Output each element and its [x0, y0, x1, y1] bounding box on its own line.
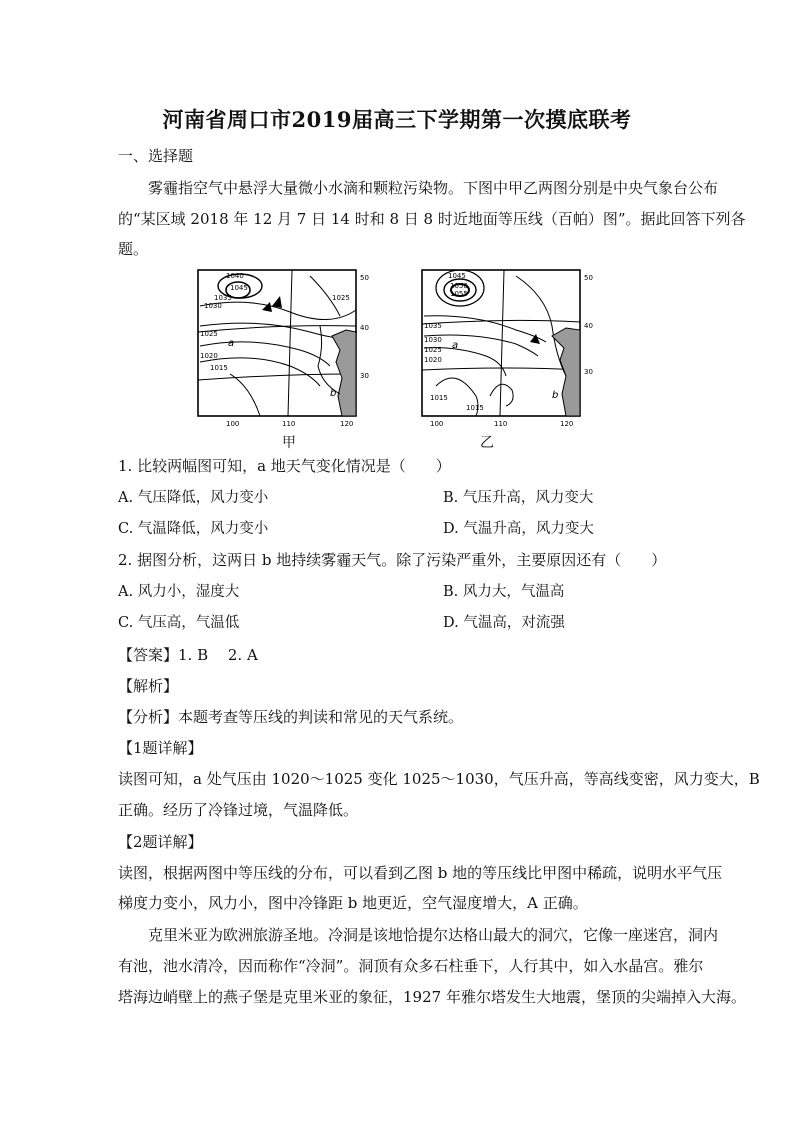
analysis-heading: 【解析】	[118, 677, 179, 695]
detail-2-heading: 【2题详解】	[118, 833, 203, 851]
right-lat-50: 50	[584, 274, 593, 282]
left-label-1035: 1035	[214, 294, 232, 302]
right-label-1045: 1045	[448, 272, 466, 280]
isobar-maps-figure	[190, 266, 610, 452]
q1-option-a: A. 气压降低，风力变小	[118, 490, 269, 506]
fenxi-line: 【分析】本题考查等压线的判读和常见的天气系统。	[118, 708, 464, 726]
q2-option-c: C. 气压高，气温低	[118, 615, 240, 631]
left-lon-120: 120	[340, 420, 354, 426]
right-lon-120: 120	[560, 420, 574, 426]
left-lat-30: 30	[360, 372, 369, 380]
left-lon-100: 100	[226, 420, 240, 426]
right-point-b: b	[552, 390, 559, 401]
right-label-1055: 1055	[450, 290, 468, 298]
right-label-1020: 1020	[424, 356, 442, 364]
q2-option-a: A. 风力小，湿度大	[118, 584, 240, 600]
intro-line-2: 的“某区域 2018 年 12 月 7 日 14 时和 8 日 8 时近地面等压线（百帕）图”。据此回答下列各	[118, 210, 746, 228]
left-point-b: b	[330, 388, 337, 399]
left-label-1020: 1020	[200, 352, 218, 360]
right-label-1030: 1030	[424, 336, 442, 344]
passage-line-3: 塔海边峭壁上的燕子堡是克里米亚的象征，1927 年雅尔塔发生大地震，堡顶的尖端掉入大海。	[118, 988, 746, 1006]
question-2-stem: 2. 据图分析，这两日 b 地持续雾霾天气。除了污染严重外，主要原因还有（ ）	[118, 551, 667, 569]
q1-option-c: C. 气温降低，风力变小	[118, 521, 269, 537]
intro-line-1: 雾霾指空气中悬浮大量微小水滴和颗粒污染物。下图中甲乙两图分别是中央气象台公布	[148, 179, 719, 197]
passage-line-1: 克里米亚为欧洲旅游圣地。冷洞是该地恰提尔达格山最大的洞穴，它像一座迷宫，洞内	[148, 926, 719, 944]
right-point-a: a	[452, 340, 459, 351]
left-point-a: a	[228, 338, 235, 349]
left-label-1025a: 1025	[332, 294, 350, 302]
question-1-stem: 1. 比较两幅图可知，a 地天气变化情况是（ ）	[118, 457, 451, 475]
map-caption-left: 甲	[282, 435, 296, 451]
right-label-1015b: 1015	[466, 404, 484, 412]
left-label-1025b: 1025	[200, 330, 218, 338]
left-lat-40: 40	[360, 324, 369, 332]
detail-1-line-2: 正确。经历了冷锋过境，气温降低。	[118, 801, 359, 819]
left-lat-50: 50	[360, 274, 369, 282]
right-label-1050: 1050	[450, 282, 468, 290]
detail-2-line-2: 梯度力变小，风力小，图中冷锋距 b 地更近，空气湿度增大，A 正确。	[118, 894, 588, 912]
answer-line: 【答案】1. B 2. A	[118, 646, 258, 664]
isobar-map-left	[190, 266, 380, 426]
left-lon-110: 110	[282, 420, 296, 426]
map-caption-right: 乙	[480, 435, 494, 451]
right-label-1015a: 1015	[430, 394, 448, 402]
passage-line-2: 有池，池水清冷，因而称作“冷洞”。洞顶有众多石柱垂下，人行其中，如入水晶宫。雅尔	[118, 957, 704, 975]
detail-2-line-1: 读图，根据两图中等压线的分布，可以看到乙图 b 地的等压线比甲图中稀疏，说明水平气压	[118, 864, 723, 882]
right-lat-30: 30	[584, 368, 593, 376]
right-lon-110: 110	[494, 420, 508, 426]
page-title: 河南省周口市2019届高三下学期第一次摸底联考	[162, 107, 632, 132]
right-label-1025: 1025	[424, 346, 442, 354]
q2-option-d: D. 气温高，对流强	[443, 615, 565, 631]
detail-1-heading: 【1题详解】	[118, 739, 203, 757]
section-heading: 一、选择题	[118, 147, 194, 165]
left-label-1040: 1040	[226, 272, 244, 280]
left-label-1045: 1045	[230, 284, 248, 292]
right-lat-40: 40	[584, 322, 593, 330]
right-label-1035: 1035	[424, 322, 442, 330]
left-label-1030: 1030	[204, 302, 222, 310]
detail-1-line-1: 读图可知，a 处气压由 1020～1025 变化 1025～1030，气压升高，等高线变密，风力变大，B	[118, 770, 760, 788]
right-lon-100: 100	[430, 420, 444, 426]
q1-option-b: B. 气压升高，风力变大	[443, 490, 594, 506]
q2-option-b: B. 风力大，气温高	[443, 584, 565, 600]
left-label-1015: 1015	[210, 364, 228, 372]
q1-option-d: D. 气温升高，风力变大	[443, 521, 594, 537]
isobar-map-right	[416, 266, 606, 426]
intro-line-3: 题。	[118, 240, 149, 258]
